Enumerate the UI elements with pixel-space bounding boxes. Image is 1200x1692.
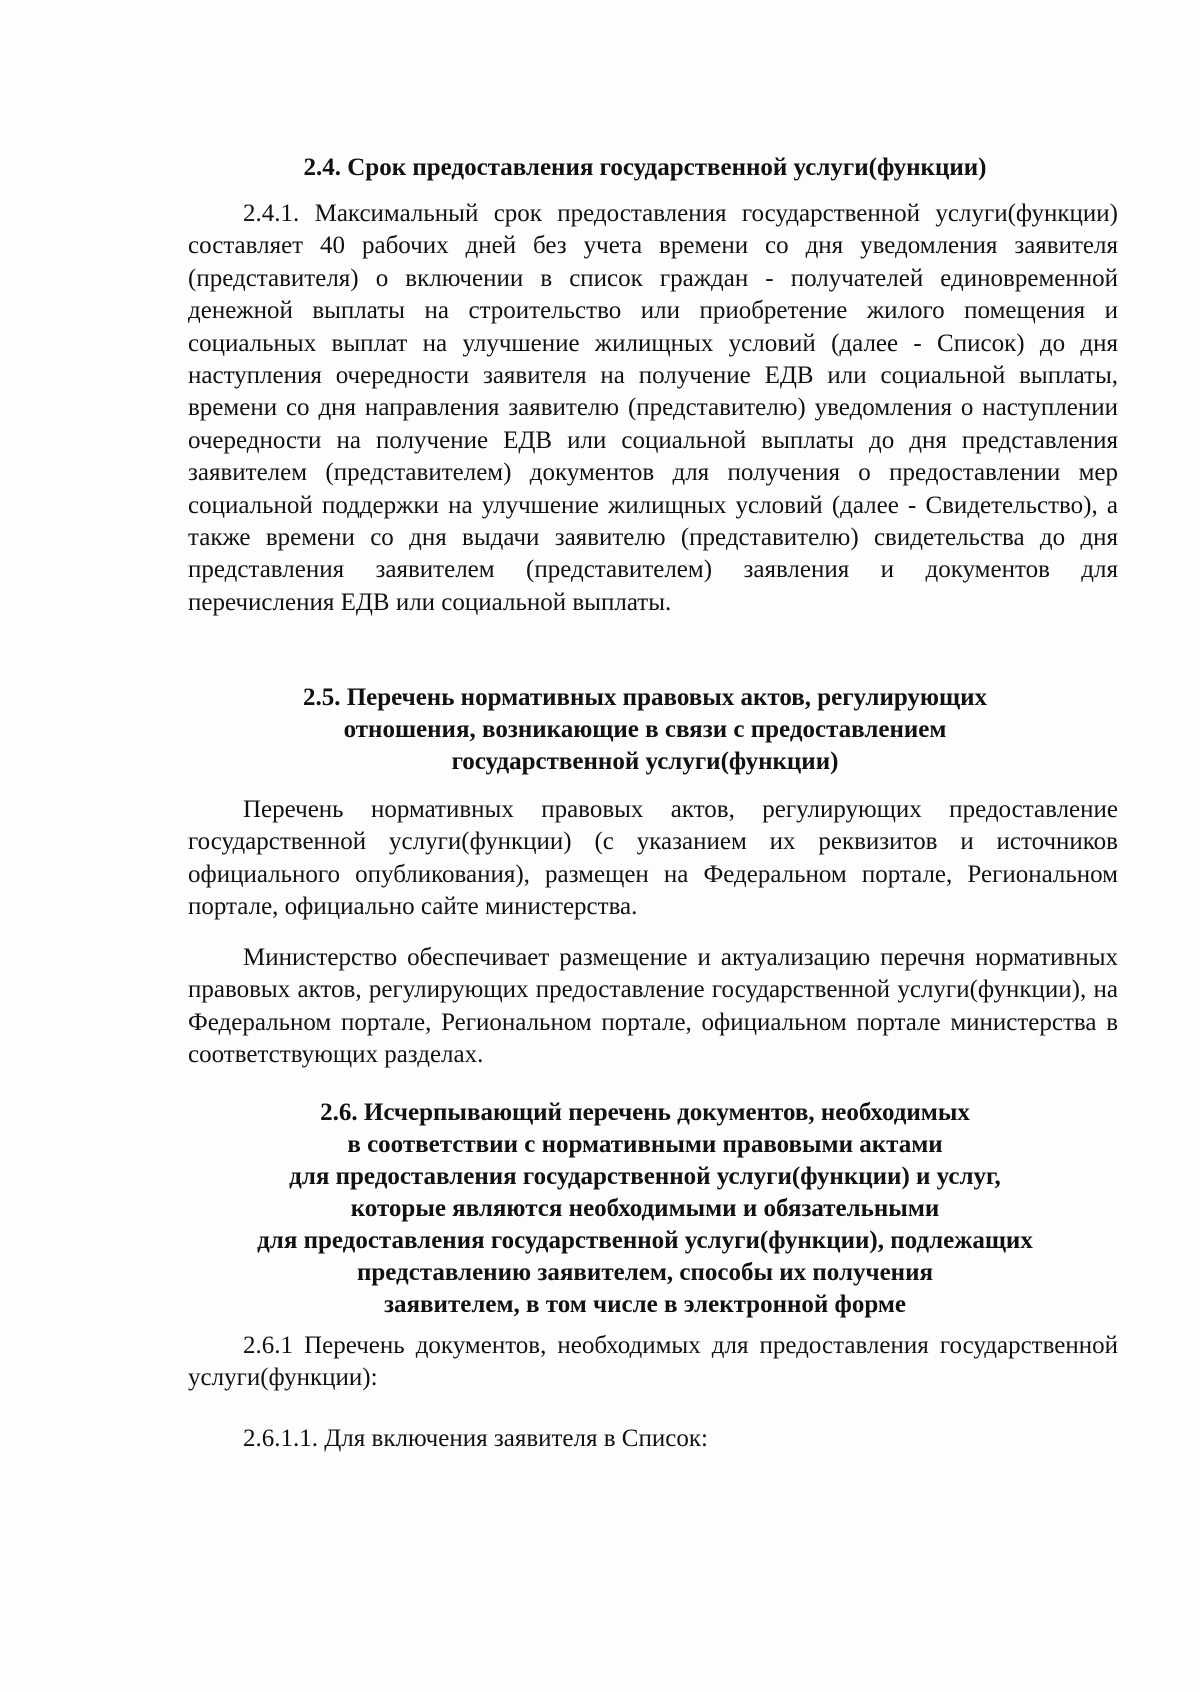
section-2-6-1-1-paragraph: 2.6.1.1. Для включения заявителя в Список:	[243, 1425, 708, 1452]
section-2-6-1-paragraph: 2.6.1 Перечень документов, необходимых для предоставления государственной услуги(функции):	[188, 1332, 1118, 1392]
section-2-6-title-line-4: которые являются необходимыми и обязательными	[350, 1195, 940, 1222]
section-2-6-title-line-1: 2.6. Исчерпывающий перечень документов, необходимых	[320, 1099, 970, 1126]
section-2-6-title-line-2: в соответствии с нормативными правовыми актами	[347, 1131, 943, 1158]
section-2-5-paragraph-2: Министерство обеспечивает размещение и актуализацию перечня нормативных правовых актов, регулирующих предоставление государственной услуги(функции), на Федеральном портале, Региональном портале, официальном портале министерства в соответствующих разделах.	[188, 944, 1118, 1069]
section-2-5-title	[180, 682, 1110, 778]
section-2-6-title-line-3: для предоставления государственной услуги(функции) и услуг,	[289, 1163, 1001, 1190]
section-2-4-1-paragraph: 2.4.1. Максимальный срок предоставления государственной услуги(функции) составляет 40 рабочих дней без учета времени со дня уведомления заявителя (представителя) о включении в список граждан - получателей единовременной денежной выплаты на строительство или приобретение жилого помещения и социальных выплат на улучшение жилищных условий (далее - Список) до дня наступления очередности заявителя на получение ЕДВ или социальной выплаты, времени со дня направления заявителю (представителю) уведомления о наступлении очередности на получение ЕДВ или социальной выплаты до дня представления заявителем (представителем) документов для получения о предоставлении мер социальной поддержки на улучшение жилищных условий (далее - Свидетельство), а также времени со дня выдачи заявителю (представителю) свидетельства до дня представления заявителем (представителем) заявления и документов для перечисления ЕДВ или социальной выплаты.	[188, 200, 1118, 616]
section-2-4-title: 2.4. Срок предоставления государственной услуги(функции)	[303, 154, 987, 181]
section-2-5-paragraph-1: Перечень нормативных правовых актов, регулирующих предоставление государственной услуги(функции) (с указанием их реквизитов и источников официального опубликования), размещен на Федеральном портале, Региональном портале, официально сайте министерства.	[188, 796, 1118, 921]
section-2-6-title-line-7: заявителем, в том числе в электронной форме	[383, 1291, 906, 1318]
section-2-5-title-line-3: государственной услуги(функции)	[451, 748, 839, 775]
section-2-6-title-line-6: представлению заявителем, способы их получения	[356, 1259, 933, 1286]
section-2-5-title-line-1: 2.5. Перечень нормативных правовых актов, регулирующих	[302, 684, 988, 711]
section-2-6-title-line-5: для предоставления государственной услуги(функции), подлежащих	[257, 1227, 1033, 1254]
section-2-6-title	[180, 1097, 1110, 1321]
section-2-5-title-line-2: отношения, возникающие в связи с предоставлением	[343, 716, 947, 743]
